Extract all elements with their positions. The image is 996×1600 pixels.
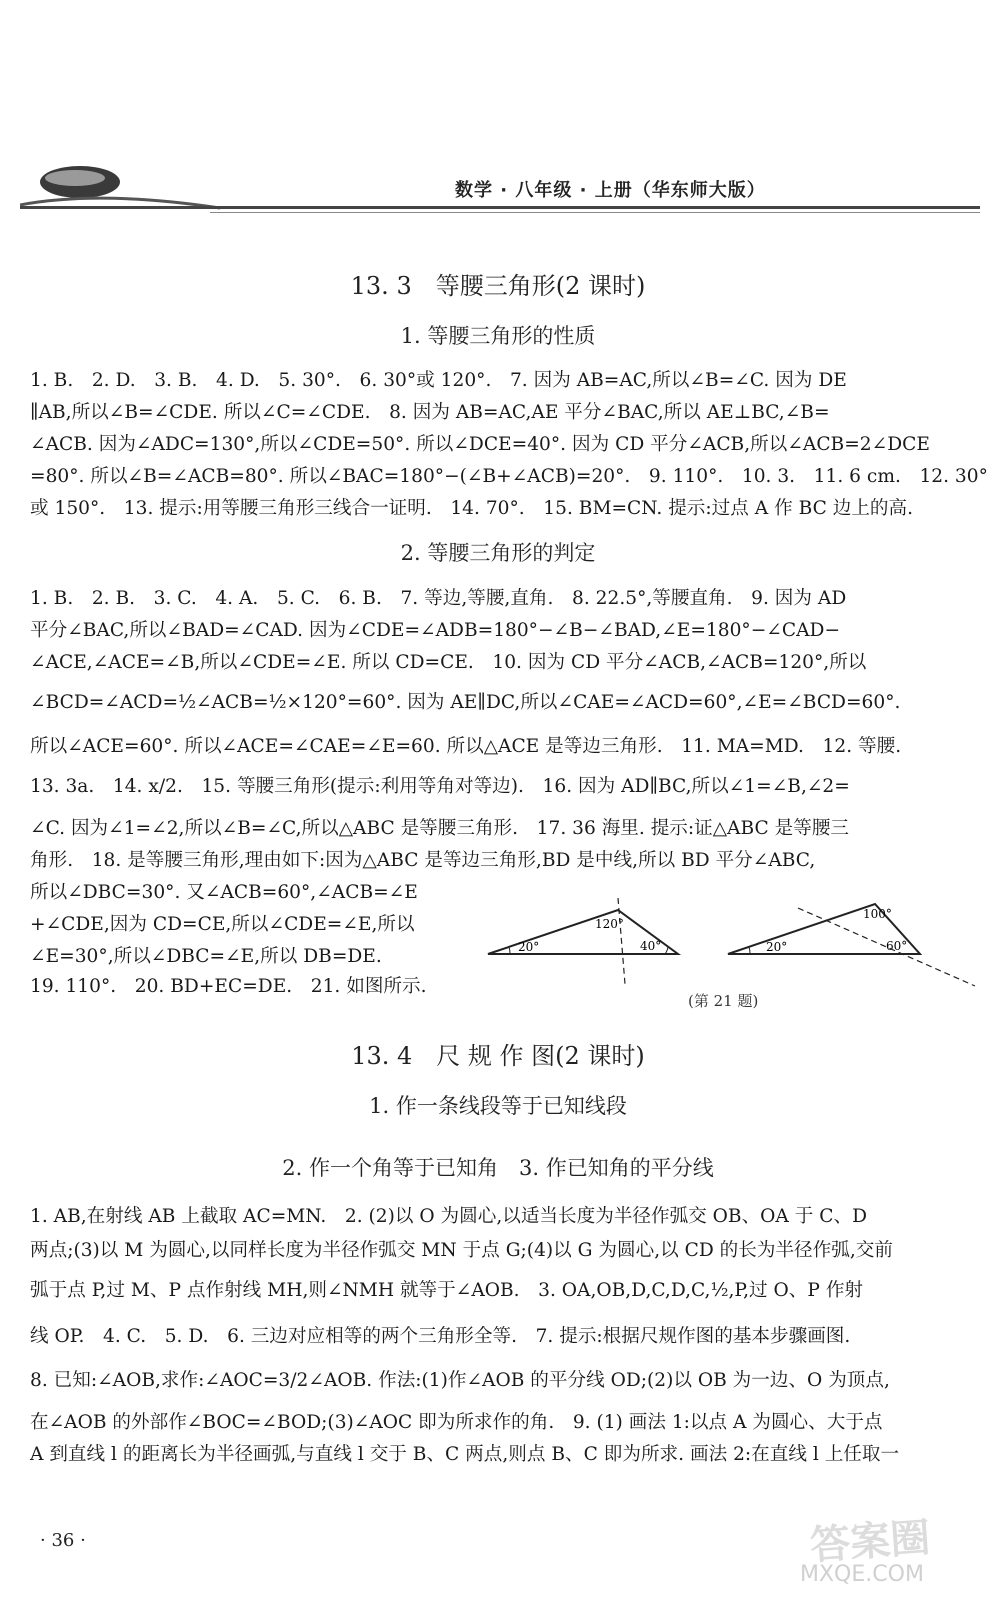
section-title-13-3: 13. 3 等腰三角形(2 课时) <box>350 272 646 300</box>
answer-line: 角形. 18. 是等腰三角形,理由如下:因为△ABC 是等边三角形,BD 是中线,所以 BD 平分∠ABC, <box>30 850 816 871</box>
page-number: · 36 · <box>40 1530 86 1551</box>
answer-line: ∠ACE,∠ACE=∠B,所以∠CDE=∠E. 所以 CD=CE. 10. 因为 CD 平分∠ACB,∠ACB=120°,所以 <box>30 652 867 673</box>
angle-label: 20° <box>766 940 788 954</box>
answer-line: 1. AB,在射线 AB 上截取 AC=MN. 2. (2)以 O 为圆心,以适当长度为半径作弧交 OB、OA 于 C、D <box>30 1206 867 1227</box>
answer-line: 13. 3a. 14. x/2. 15. 等腰三角形(提示:利用等角对等边). 16. 因为 AD∥BC,所以∠1=∠B,∠2= <box>30 776 850 797</box>
answer-line-short: ∠E=30°,所以∠DBC=∠E,所以 DB=DE. <box>30 946 382 967</box>
subsection-title-segment: 1. 作一条线段等于已知线段 <box>369 1094 627 1118</box>
watermark-url: MXQE.COM <box>800 1562 924 1587</box>
answer-line: =80°. 所以∠B=∠ACB=80°. 所以∠BAC=180°−(∠B+∠ACB)=20°. 9. 110°. 10. 3. 11. 6 cm. 12. 30° <box>30 466 988 487</box>
angle-label: 60° <box>886 939 908 953</box>
watermark-logo: 答案圈 <box>808 1514 932 1570</box>
subsection-title-angle: 2. 作一个角等于已知角 3. 作已知角的平分线 <box>282 1156 714 1180</box>
answer-line: 线 OP. 4. C. 5. D. 6. 三边对应相等的两个三角形全等. 7. 提示:根据尺规作图的基本步骤画图. <box>30 1326 851 1347</box>
answer-line: ∥AB,所以∠B=∠CDE. 所以∠C=∠CDE. 8. 因为 AB=AC,AE 平分∠BAC,所以 AE⊥BC,∠B= <box>30 402 830 423</box>
subsection-title-determination: 2. 等腰三角形的判定 <box>400 541 596 565</box>
section-title-13-4: 13. 4 尺 规 作 图(2 课时) <box>351 1042 645 1070</box>
header-logo-decoration <box>20 150 220 220</box>
answer-line: ∠C. 因为∠1=∠2,所以∠B=∠C,所以△ABC 是等腰三角形. 17. 36 海里. 提示:证△ABC 是等腰三 <box>30 818 850 839</box>
answer-line: 所以∠ACE=60°. 所以∠ACE=∠CAE=∠E=60. 所以△ACE 是等边三角形. 11. MA=MD. 12. 等腰. <box>30 736 902 757</box>
answer-line: 或 150°. 13. 提示:用等腰三角形三线合一证明. 14. 70°. 15. BM=CN. 提示:过点 A 作 BC 边上的高. <box>30 498 914 519</box>
subsection-title-properties: 1. 等腰三角形的性质 <box>400 324 596 348</box>
header-title: 数学 · 八年级 · 上册（华东师大版） <box>455 180 766 201</box>
answer-line: 1. B. 2. B. 3. C. 4. A. 5. C. 6. B. 7. 等边,等腰,直角. 8. 22.5°,等腰直角. 9. 因为 AD <box>30 588 847 609</box>
answer-line-short: 所以∠DBC=30°. 又∠ACB=60°,∠ACB=∠E <box>30 882 418 903</box>
answer-line: ∠BCD=∠ACD=½∠ACB=½×120°=60°. 因为 AE∥DC,所以∠CAE=∠ACD=60°,∠E=∠BCD=60°. <box>30 692 901 713</box>
answer-line: 8. 已知:∠AOB,求作:∠AOC=3/2∠AOB. 作法:(1)作∠AOB 的平分线 OD;(2)以 OB 为一边、O 为顶点, <box>30 1370 890 1391</box>
figure-q21 <box>480 888 980 988</box>
figure-caption: (第 21 题) <box>688 992 759 1010</box>
answer-line: A 到直线 l 的距离长为半径画弧,与直线 l 交于 B、C 两点,则点 B、C 即为所求. 画法 2:在直线 l 上任取一 <box>30 1444 900 1465</box>
left-triangle <box>488 898 678 984</box>
header-rule <box>20 206 980 209</box>
answer-line: 两点;(3)以 M 为圆心,以同样长度为半径作弧交 MN 于点 G;(4)以 G 为圆心,以 CD 的长为半径作弧,交前 <box>30 1240 893 1261</box>
angle-label: 100° <box>863 907 892 921</box>
answer-line: ∠ACB. 因为∠ADC=130°,所以∠CDE=50°. 所以∠DCE=40°. 因为 CD 平分∠ACB,所以∠ACB=2∠DCE <box>30 434 930 455</box>
angle-label: 20° <box>518 940 540 954</box>
answer-line: 弧于点 P,过 M、P 点作射线 MH,则∠NMH 就等于∠AOB. 3. OA,OB,D,C,D,C,½,P,过 O、P 作射 <box>30 1280 864 1301</box>
header-rule-thin <box>210 212 980 213</box>
answer-line: 在∠AOB 的外部作∠BOC=∠BOD;(3)∠AOC 即为所求作的角. 9. (1) 画法 1:以点 A 为圆心、大于点 <box>30 1412 883 1433</box>
right-triangle <box>728 904 975 986</box>
answer-line-short: 19. 110°. 20. BD+EC=DE. 21. 如图所示. <box>30 976 427 997</box>
answer-line: 1. B. 2. D. 3. B. 4. D. 5. 30°. 6. 30°或 120°. 7. 因为 AB=AC,所以∠B=∠C. 因为 DE <box>30 370 847 391</box>
angle-label: 120° <box>595 917 624 931</box>
answer-line-short: +∠CDE,因为 CD=CE,所以∠CDE=∠E,所以 <box>30 914 415 935</box>
angle-label: 40° <box>640 939 662 953</box>
answer-line: 平分∠BAC,所以∠BAD=∠CAD. 因为∠CDE=∠ADB=180°−∠B−∠BAD,∠E=180°−∠CAD− <box>30 620 841 641</box>
